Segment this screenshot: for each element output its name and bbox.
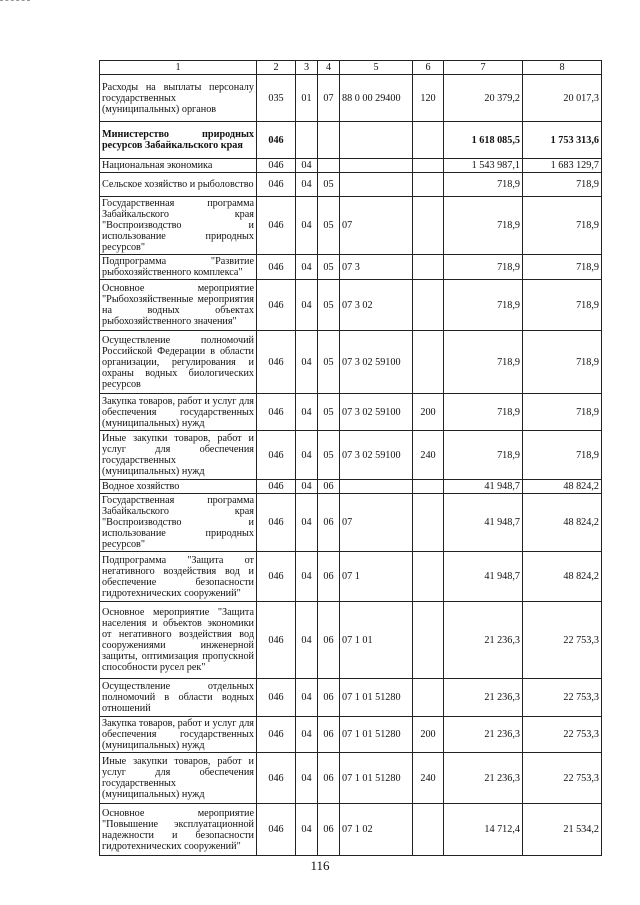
- department-code-cell: 046: [257, 679, 296, 717]
- amount-year2-cell: 718,9: [523, 255, 602, 280]
- amount-year2-cell: 48 824,2: [523, 480, 602, 494]
- section-code-cell: 04: [296, 331, 318, 394]
- item-name-cell: Государственная программа Забайкальского края "Воспроизводство и использование природных ресурсов": [100, 494, 257, 552]
- amount-year1-cell: 21 236,3: [444, 753, 523, 804]
- table-row: [100, 494, 602, 552]
- subsection-code-cell: [318, 159, 340, 173]
- subsection-code-cell: 05: [318, 394, 340, 431]
- amount-year2-cell: 22 753,3: [523, 717, 602, 753]
- department-code-cell: 046: [257, 331, 296, 394]
- amount-year1-cell: 1 543 987,1: [444, 159, 523, 173]
- subsection-code-cell: 06: [318, 804, 340, 856]
- expense-type-cell: [413, 804, 444, 856]
- item-name-cell: Сельское хозяйство и рыболовство: [100, 173, 257, 197]
- section-code-cell: 04: [296, 173, 318, 197]
- target-article-cell: 07 3 02 59100: [340, 431, 413, 480]
- item-name-cell: Осуществление отдельных полномочий в области водных отношений: [100, 679, 257, 717]
- expense-type-cell: [413, 679, 444, 717]
- subsection-code-cell: 06: [318, 717, 340, 753]
- department-code-cell: 046: [257, 159, 296, 173]
- section-code-cell: 01: [296, 75, 318, 122]
- department-code-cell: 046: [257, 394, 296, 431]
- subsection-code-cell: 06: [318, 480, 340, 494]
- amount-year1-cell: 41 948,7: [444, 494, 523, 552]
- section-code-cell: 04: [296, 602, 318, 679]
- section-code-cell: 04: [296, 494, 318, 552]
- expense-type-cell: 200: [413, 394, 444, 431]
- amount-year2-cell: 20 017,3: [523, 75, 602, 122]
- table-row: [100, 197, 602, 255]
- amount-year2-cell: 22 753,3: [523, 602, 602, 679]
- section-code-cell: [296, 122, 318, 159]
- amount-year1-cell: 20 379,2: [444, 75, 523, 122]
- expense-type-cell: [413, 331, 444, 394]
- section-code-cell: 04: [296, 394, 318, 431]
- target-article-cell: [340, 159, 413, 173]
- subsection-code-cell: 05: [318, 255, 340, 280]
- item-name-cell: Водное хозяйство: [100, 480, 257, 494]
- section-code-cell: 04: [296, 255, 318, 280]
- subsection-code-cell: 07: [318, 75, 340, 122]
- table-row: [100, 602, 602, 679]
- section-code-cell: 04: [296, 804, 318, 856]
- header-cell: 1: [100, 61, 257, 75]
- header-cell: 8: [523, 61, 602, 75]
- section-code-cell: 04: [296, 159, 318, 173]
- expense-type-cell: [413, 480, 444, 494]
- table-row: [100, 280, 602, 331]
- amount-year1-cell: 718,9: [444, 173, 523, 197]
- item-name-cell: Национальная экономика: [100, 159, 257, 173]
- table-row: [100, 331, 602, 394]
- subsection-code-cell: 05: [318, 431, 340, 480]
- subsection-code-cell: 05: [318, 173, 340, 197]
- amount-year2-cell: 48 824,2: [523, 494, 602, 552]
- expense-type-cell: [413, 122, 444, 159]
- item-name-cell: Основное мероприятие "Защита населения и объектов экономики от негативного воздействия вод сооружениями инженерной защиты, оптимизация пропускной способности русел рек": [100, 602, 257, 679]
- subsection-code-cell: 05: [318, 331, 340, 394]
- target-article-cell: [340, 173, 413, 197]
- expense-type-cell: [413, 602, 444, 679]
- item-name-cell: Основное мероприятие "Повышение эксплуатационной надежности и безопасности гидротехнических сооружений": [100, 804, 257, 856]
- subsection-code-cell: 05: [318, 197, 340, 255]
- amount-year2-cell: 718,9: [523, 173, 602, 197]
- subsection-code-cell: 06: [318, 679, 340, 717]
- expense-type-cell: [413, 255, 444, 280]
- expense-type-cell: 240: [413, 753, 444, 804]
- header-cell: 5: [340, 61, 413, 75]
- department-code-cell: 046: [257, 197, 296, 255]
- page-number: 116: [310, 858, 330, 873]
- expense-type-cell: [413, 197, 444, 255]
- item-name-cell: Иные закупки товаров, работ и услуг для обеспечения государственных (муниципальных) нужд: [100, 431, 257, 480]
- amount-year2-cell: 21 534,2: [523, 804, 602, 856]
- target-article-cell: 07 1 01 51280: [340, 717, 413, 753]
- department-code-cell: 046: [257, 431, 296, 480]
- section-code-cell: 04: [296, 717, 318, 753]
- target-article-cell: [340, 480, 413, 494]
- amount-year2-cell: 718,9: [523, 331, 602, 394]
- item-name-cell: Закупка товаров, работ и услуг для обеспечения государственных (муниципальных) нужд: [100, 717, 257, 753]
- expense-type-cell: [413, 552, 444, 602]
- table-row: [100, 717, 602, 753]
- amount-year2-cell: 1 683 129,7: [523, 159, 602, 173]
- amount-year2-cell: 718,9: [523, 394, 602, 431]
- table-row: [100, 159, 602, 173]
- item-name-cell: Осуществление полномочий Российской Федерации в области организации, регулирования и охраны водных биологических ресурсов: [100, 331, 257, 394]
- target-article-cell: 07 1 01 51280: [340, 679, 413, 717]
- section-code-cell: 04: [296, 679, 318, 717]
- amount-year1-cell: 718,9: [444, 431, 523, 480]
- target-article-cell: 07 3 02 59100: [340, 394, 413, 431]
- section-code-cell: 04: [296, 552, 318, 602]
- item-name-cell: Расходы на выплаты персоналу государственных (муниципальных) органов: [100, 75, 257, 122]
- department-code-cell: 046: [257, 255, 296, 280]
- table-row: [100, 804, 602, 856]
- expense-type-cell: [413, 280, 444, 331]
- item-name-cell: Подпрограмма "Развитие рыбохозяйственного комплекса": [100, 255, 257, 280]
- amount-year1-cell: 41 948,7: [444, 552, 523, 602]
- table-row: [100, 122, 602, 159]
- target-article-cell: 07 3: [340, 255, 413, 280]
- department-code-cell: 046: [257, 552, 296, 602]
- table-row: [100, 552, 602, 602]
- target-article-cell: 07: [340, 197, 413, 255]
- header-cell: 3: [296, 61, 318, 75]
- expense-type-cell: 240: [413, 431, 444, 480]
- section-code-cell: 04: [296, 197, 318, 255]
- target-article-cell: 88 0 00 29400: [340, 75, 413, 122]
- scan-artifact: [0, 0, 30, 3]
- department-code-cell: 046: [257, 753, 296, 804]
- table-row: [100, 753, 602, 804]
- table-row: [100, 75, 602, 122]
- amount-year2-cell: 718,9: [523, 431, 602, 480]
- amount-year1-cell: 21 236,3: [444, 679, 523, 717]
- table-header-row: [100, 61, 602, 75]
- amount-year1-cell: 718,9: [444, 280, 523, 331]
- table-row: [100, 431, 602, 480]
- amount-year2-cell: 718,9: [523, 280, 602, 331]
- subsection-code-cell: 06: [318, 494, 340, 552]
- department-code-cell: 035: [257, 75, 296, 122]
- target-article-cell: 07 3 02 59100: [340, 331, 413, 394]
- item-name-cell: Основное мероприятие "Рыбохозяйственные мероприятия на водных объектах рыбохозяйственного значения": [100, 280, 257, 331]
- subsection-code-cell: [318, 122, 340, 159]
- amount-year1-cell: 718,9: [444, 394, 523, 431]
- table-row: [100, 394, 602, 431]
- amount-year1-cell: 718,9: [444, 197, 523, 255]
- expense-type-cell: 200: [413, 717, 444, 753]
- section-code-cell: 04: [296, 480, 318, 494]
- table-row: [100, 173, 602, 197]
- department-code-cell: 046: [257, 717, 296, 753]
- department-code-cell: 046: [257, 480, 296, 494]
- amount-year2-cell: 22 753,3: [523, 753, 602, 804]
- item-name-cell: Иные закупки товаров, работ и услуг для обеспечения государственных (муниципальных) нужд: [100, 753, 257, 804]
- amount-year1-cell: 14 712,4: [444, 804, 523, 856]
- amount-year1-cell: 718,9: [444, 255, 523, 280]
- table-row: [100, 480, 602, 494]
- subsection-code-cell: 06: [318, 552, 340, 602]
- table-row: [100, 255, 602, 280]
- department-code-cell: 046: [257, 494, 296, 552]
- amount-year2-cell: 718,9: [523, 197, 602, 255]
- target-article-cell: 07 1 01 51280: [340, 753, 413, 804]
- section-code-cell: 04: [296, 753, 318, 804]
- amount-year2-cell: 48 824,2: [523, 552, 602, 602]
- amount-year1-cell: 21 236,3: [444, 717, 523, 753]
- department-code-cell: 046: [257, 602, 296, 679]
- header-cell: 7: [444, 61, 523, 75]
- department-code-cell: 046: [257, 173, 296, 197]
- item-name-cell: Закупка товаров, работ и услуг для обеспечения государственных (муниципальных) нужд: [100, 394, 257, 431]
- amount-year1-cell: 41 948,7: [444, 480, 523, 494]
- section-code-cell: 04: [296, 431, 318, 480]
- item-name-cell: Государственная программа Забайкальского края "Воспроизводство и использование природных ресурсов": [100, 197, 257, 255]
- header-cell: 4: [318, 61, 340, 75]
- amount-year1-cell: 1 618 085,5: [444, 122, 523, 159]
- expense-type-cell: [413, 494, 444, 552]
- department-code-cell: 046: [257, 804, 296, 856]
- header-cell: 2: [257, 61, 296, 75]
- header-cell: 6: [413, 61, 444, 75]
- target-article-cell: 07 1 01: [340, 602, 413, 679]
- subsection-code-cell: 06: [318, 602, 340, 679]
- amount-year2-cell: 22 753,3: [523, 679, 602, 717]
- subsection-code-cell: 06: [318, 753, 340, 804]
- amount-year1-cell: 21 236,3: [444, 602, 523, 679]
- target-article-cell: 07 1: [340, 552, 413, 602]
- department-code-cell: 046: [257, 122, 296, 159]
- expense-type-cell: [413, 159, 444, 173]
- section-code-cell: 04: [296, 280, 318, 331]
- table-row: [100, 679, 602, 717]
- budget-table: [99, 60, 602, 856]
- target-article-cell: 07: [340, 494, 413, 552]
- item-name-cell: Министерство природных ресурсов Забайкальского края: [100, 122, 257, 159]
- amount-year2-cell: 1 753 313,6: [523, 122, 602, 159]
- target-article-cell: 07 1 02: [340, 804, 413, 856]
- target-article-cell: [340, 122, 413, 159]
- department-code-cell: 046: [257, 280, 296, 331]
- subsection-code-cell: 05: [318, 280, 340, 331]
- item-name-cell: Подпрограмма "Защита от негативного воздействия вод и обеспечение безопасности гидротехнических сооружений": [100, 552, 257, 602]
- expense-type-cell: [413, 173, 444, 197]
- amount-year1-cell: 718,9: [444, 331, 523, 394]
- target-article-cell: 07 3 02: [340, 280, 413, 331]
- expense-type-cell: 120: [413, 75, 444, 122]
